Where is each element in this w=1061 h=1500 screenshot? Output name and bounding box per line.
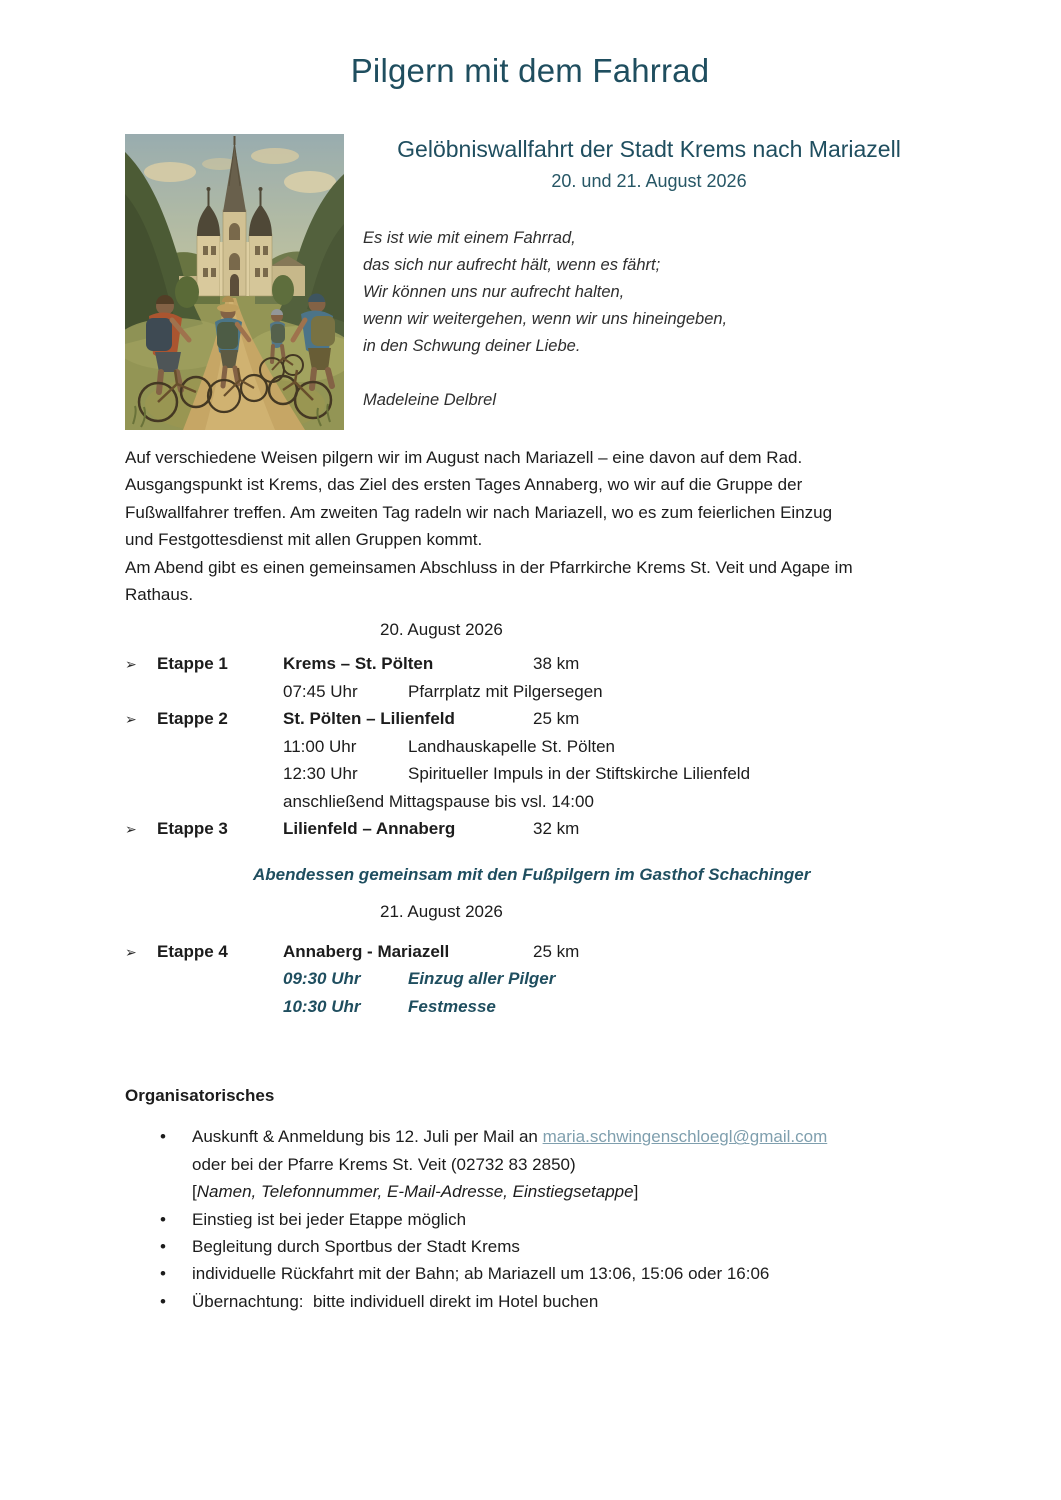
intro-line: Ausgangspunkt ist Krems, das Ziel des ersten Tages Annaberg, wo wir auf die Gruppe der [125, 475, 803, 495]
arrow-bullet-icon [125, 650, 157, 705]
stage-distance: 38 km [533, 654, 580, 674]
stage-etappe-1 [125, 650, 935, 705]
stage-label: Etappe 2 [157, 709, 228, 729]
arrow-bullet-icon [125, 938, 157, 1021]
day2-date: 21. August 2026 [380, 901, 503, 921]
dinner-note: Abendessen gemeinsam mit den Fußpilgern im Gasthof Schachinger [253, 864, 811, 884]
organizational-heading: Organisatorisches [125, 1086, 275, 1106]
cyclists-to-mariazell-illustration [125, 134, 344, 430]
arrow-bullet-icon [125, 815, 157, 844]
list-item-sportbus [160, 1233, 935, 1260]
quote-line: wenn wir weitergehen, wenn wir uns hineingeben, [363, 310, 728, 328]
stage-note: anschließend Mittagspause bis vsl. 14:00 [283, 791, 594, 811]
list-item-return [160, 1260, 935, 1287]
email-link[interactable]: maria.schwingenschloegl@gmail.com [542, 1127, 828, 1147]
day2-stages [125, 938, 935, 1021]
stage-label: Etappe 4 [157, 941, 228, 961]
quote-line: das sich nur aufrecht hält, wenn es fährt; [363, 256, 661, 274]
bullet-text: individuelle Rückfahrt mit der Bahn; ab Mariazell um 13:06, 15:06 oder 16:06 [192, 1264, 770, 1284]
hero-section [125, 134, 935, 430]
stage-route: Lilienfeld – Annaberg [283, 819, 456, 839]
stage-route: St. Pölten – Lilienfeld [283, 709, 455, 729]
list-item-registration [160, 1123, 935, 1205]
day1-stages [125, 650, 935, 844]
organizational-list [125, 1123, 935, 1315]
quote-block [363, 225, 935, 414]
schedule-text: Festmesse [408, 996, 496, 1016]
registration-phone-line: oder bei der Pfarre Krems St. Veit (02732 83 2850) [192, 1154, 576, 1174]
stage-distance: 32 km [533, 819, 580, 839]
event-dates: 20. und 21. August 2026 [551, 171, 747, 191]
event-header [344, 134, 935, 414]
event-heading: Gelöbniswallfahrt der Stadt Krems nach Mariazell [397, 136, 901, 162]
registration-fields: Namen, Telefonnummer, E-Mail-Adresse, Einstiegsetappe [196, 1182, 634, 1202]
stage-distance: 25 km [533, 709, 580, 729]
schedule-text: Landhauskapelle St. Pölten [408, 736, 615, 756]
stage-label: Etappe 1 [157, 654, 228, 674]
pilgrimage-painting [125, 134, 344, 430]
quote-attribution: Madeleine Delbrel [363, 391, 496, 409]
intro-line: Fußwallfahrer treffen. Am zweiten Tag radeln wir nach Mariazell, wo es zum feierlichen Einzug [125, 502, 833, 522]
bullet-dot-icon [160, 1233, 192, 1260]
stage-etappe-4 [125, 938, 935, 1021]
schedule-time: 10:30 Uhr [283, 996, 361, 1016]
intro-line: Rathaus. [125, 585, 194, 605]
quote-line: Wir können uns nur aufrecht halten, [363, 283, 625, 301]
stage-label: Etappe 3 [157, 819, 228, 839]
day1-date: 20. August 2026 [380, 620, 503, 640]
quote-line: Es ist wie mit einem Fahrrad, [363, 229, 576, 247]
schedule-text: Spiritueller Impuls in der Stiftskirche Lilienfeld [408, 764, 751, 784]
bullet-dot-icon [160, 1206, 192, 1233]
bullet-text: Einstieg ist bei jeder Etappe möglich [192, 1209, 467, 1229]
schedule-time: 12:30 Uhr [283, 764, 358, 784]
schedule-time: 11:00 Uhr [283, 736, 357, 756]
bracket-close: ] [633, 1182, 639, 1202]
stage-route: Krems – St. Pölten [283, 654, 434, 674]
list-item-hotel [160, 1288, 935, 1315]
list-item-entry [160, 1206, 935, 1233]
stage-etappe-3 [125, 815, 935, 844]
intro-line: Auf verschiedene Weisen pilgern wir im August nach Mariazell – eine davon auf dem Rad. [125, 448, 803, 467]
bullet-text: Übernachtung: bitte individuell direkt im Hotel buchen [192, 1291, 599, 1311]
bullet-dot-icon [160, 1123, 192, 1205]
stage-route: Annaberg - Mariazell [283, 941, 450, 961]
page-title: Pilgern mit dem Fahrrad [350, 52, 710, 89]
bullet-dot-icon [160, 1288, 192, 1315]
bullet-text: Begleitung durch Sportbus der Stadt Krems [192, 1237, 520, 1257]
intro-line: und Festgottesdienst mit allen Gruppen kommt. [125, 530, 483, 550]
schedule-time: 09:30 Uhr [283, 969, 361, 989]
registration-text: Auskunft & Anmeldung bis 12. Juli per Mail an [192, 1127, 543, 1147]
bullet-dot-icon [160, 1260, 192, 1287]
stage-etappe-2 [125, 705, 935, 815]
intro-line: Am Abend gibt es einen gemeinsamen Abschluss in der Pfarrkirche Krems St. Veit und Agape im [125, 557, 853, 577]
schedule-time: 07:45 Uhr [283, 681, 358, 701]
schedule-text: Einzug aller Pilger [408, 969, 556, 989]
bracket-open: [ [192, 1182, 197, 1202]
intro-paragraph [125, 444, 935, 608]
quote-line: in den Schwung deiner Liebe. [363, 337, 581, 355]
schedule-text: Pfarrplatz mit Pilgersegen [408, 681, 603, 701]
arrow-bullet-icon [125, 705, 157, 815]
stage-distance: 25 km [533, 941, 580, 961]
